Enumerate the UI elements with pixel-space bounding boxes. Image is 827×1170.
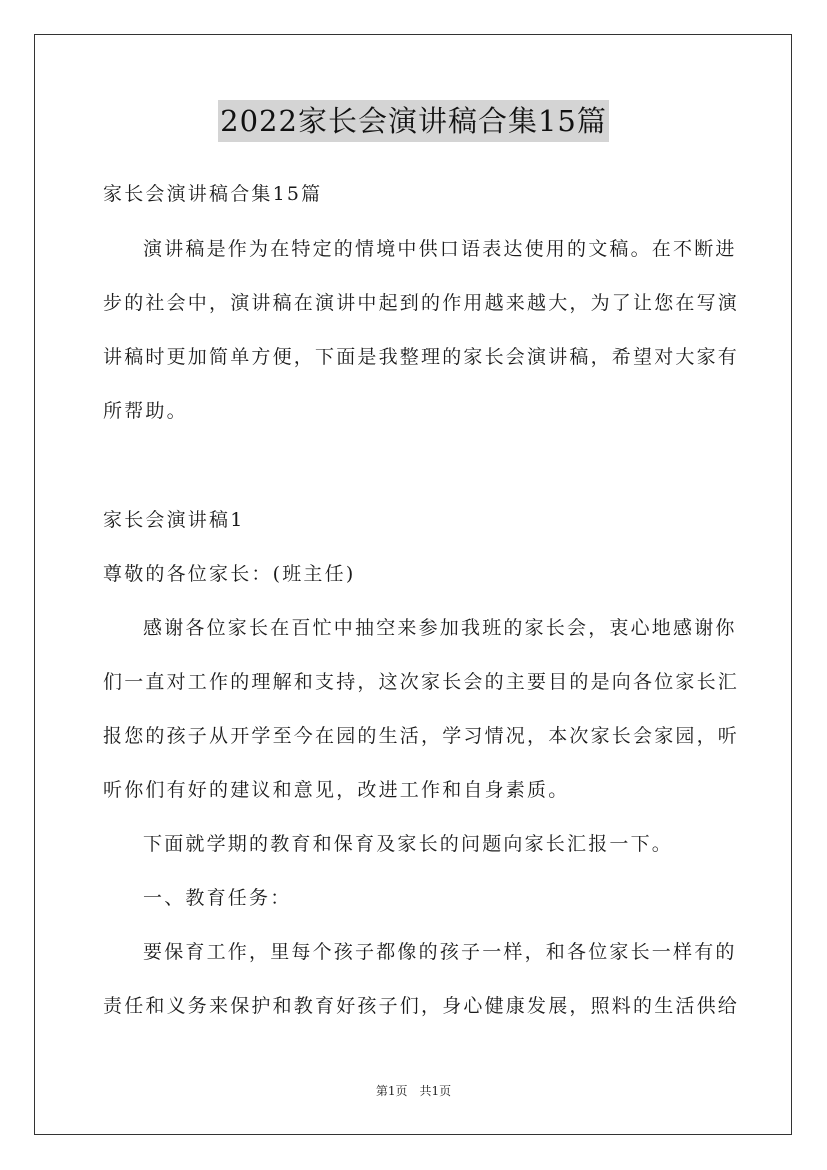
title-container <box>0 100 827 142</box>
para1-line-1: 感谢各位家长在百忙中抽空来参加我班的家长会，衷心地感谢你 <box>143 617 737 639</box>
para3: 一、教育任务： <box>143 887 292 909</box>
salutation: 尊敬的各位家长：(班主任) <box>103 563 356 585</box>
intro-line-4: 所帮助。 <box>103 400 188 422</box>
document-title: 2022家长会演讲稿合集15篇 <box>218 100 609 142</box>
section-heading: 家长会演讲稿1 <box>103 509 245 531</box>
para1-line-3: 报您的孩子从开学至今在园的生活，学习情况，本次家长会家园，听 <box>103 725 740 747</box>
para4-line-1: 要保育工作，里每个孩子都像的孩子一样，和各位家长一样有的 <box>143 941 737 963</box>
intro-line-1: 演讲稿是作为在特定的情境中供口语表达使用的文稿。在不断进 <box>143 238 737 260</box>
document-subtitle: 家长会演讲稿合集15篇 <box>103 183 323 205</box>
intro-line-3: 讲稿时更加简单方便，下面是我整理的家长会演讲稿，希望对大家有 <box>103 346 740 368</box>
para4-line-2: 责任和义务来保护和教育好孩子们，身心健康发展，照料的生活供给 <box>103 995 740 1017</box>
para1-line-2: 们一直对工作的理解和支持，这次家长会的主要目的是向各位家长汇 <box>103 671 740 693</box>
intro-line-2: 步的社会中，演讲稿在演讲中起到的作用越来越大，为了让您在写演 <box>103 292 740 314</box>
page-footer: 第1页 共1页 <box>375 1084 452 1098</box>
para2: 下面就学期的教育和保育及家长的问题向家长汇报一下。 <box>143 833 674 855</box>
para1-line-4: 听你们有好的建议和意见，改进工作和自身素质。 <box>103 779 570 801</box>
